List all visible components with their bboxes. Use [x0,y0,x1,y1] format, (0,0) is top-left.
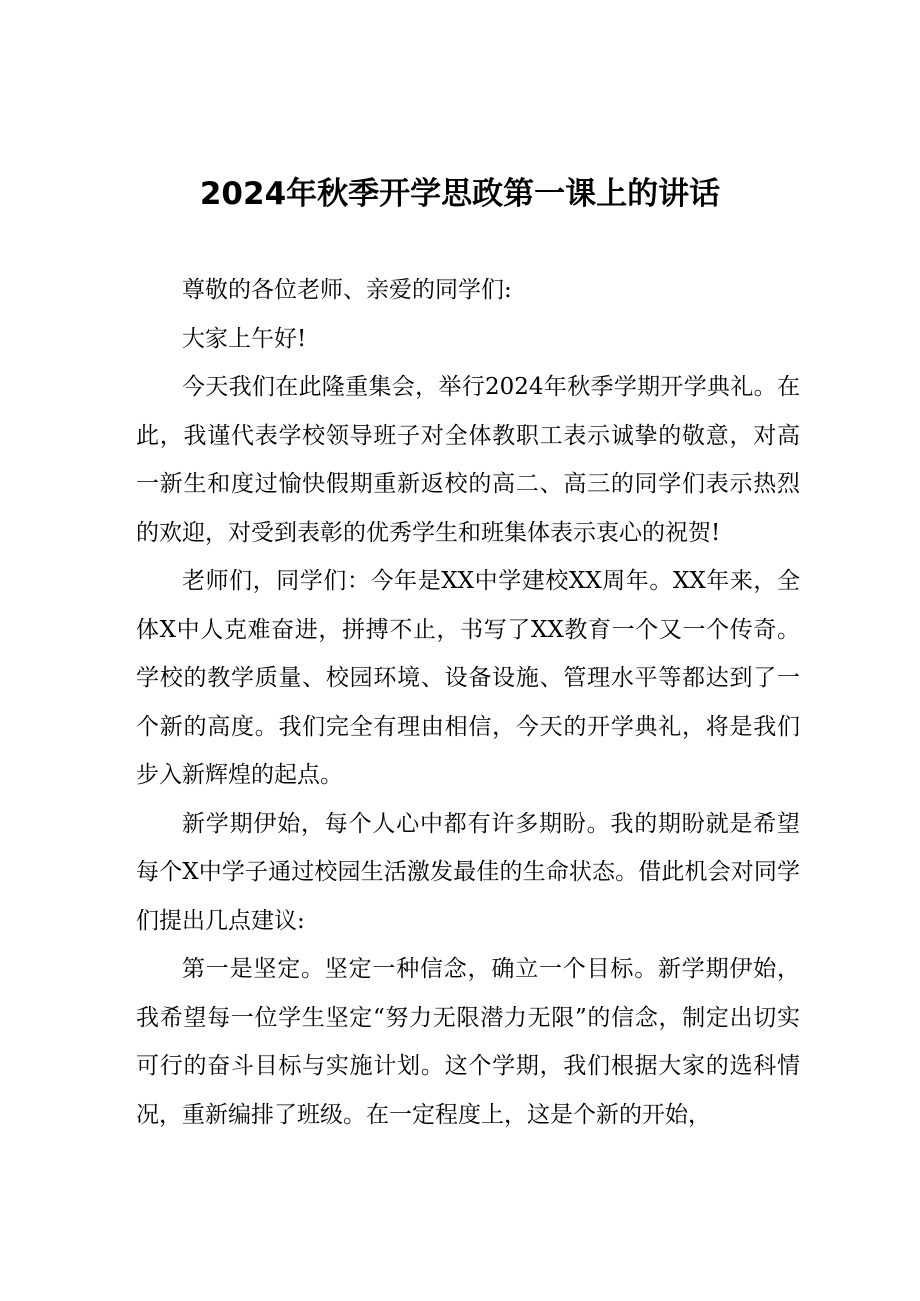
paragraph-anniversary: 老师们，同学们：今年是XX中学建校XX周年。XX年来，全体X中人克难奋进，拼搏不止，书写了XX教育一个又一个传奇。学校的教学质量、校园环境、设备设施、管理水平等都达到了一个新的高度。我们完全有理由相信，今天的开学典礼，将是我们步入新辉煌的起点。 [136,568,800,788]
paragraph-greeting: 大家上午好! [182,325,307,352]
paragraph-expectations: 新学期伊始，每个人心中都有许多期盼。我的期盼就是希望每个X中学子通过校园生活激发最佳的生命状态。借此机会对同学们提出几点建议: [136,810,800,934]
paragraph-opening: 今天我们在此隆重集会，举行2024年秋季学期开学典礼。在此，我谨代表学校领导班子对全体教职工表示诚挚的敬意，对高一新生和度过愉快假期重新返校的高二、高三的同学们表示热烈的欢迎，对受到表彰的优秀学生和班集体表示衷心的祝贺! [136,374,800,546]
paragraph-salutation: 尊敬的各位老师、亲爱的同学们: [182,277,512,303]
paragraph-first-point: 第一是坚定。坚定一种信念，确立一个目标。新学期伊始，我希望每一位学生坚定“努力无限潜力无限”的信念，制定出切实可行的奋斗目标与实施计划。这个学期，我们根据大家的选科情况，重新编排了班级。在一定程度上，这是个新的开始， [136,956,800,1128]
document-body [136,266,800,1139]
document-title: 2024年秋季开学思政第一课上的讲话 [199,176,721,212]
